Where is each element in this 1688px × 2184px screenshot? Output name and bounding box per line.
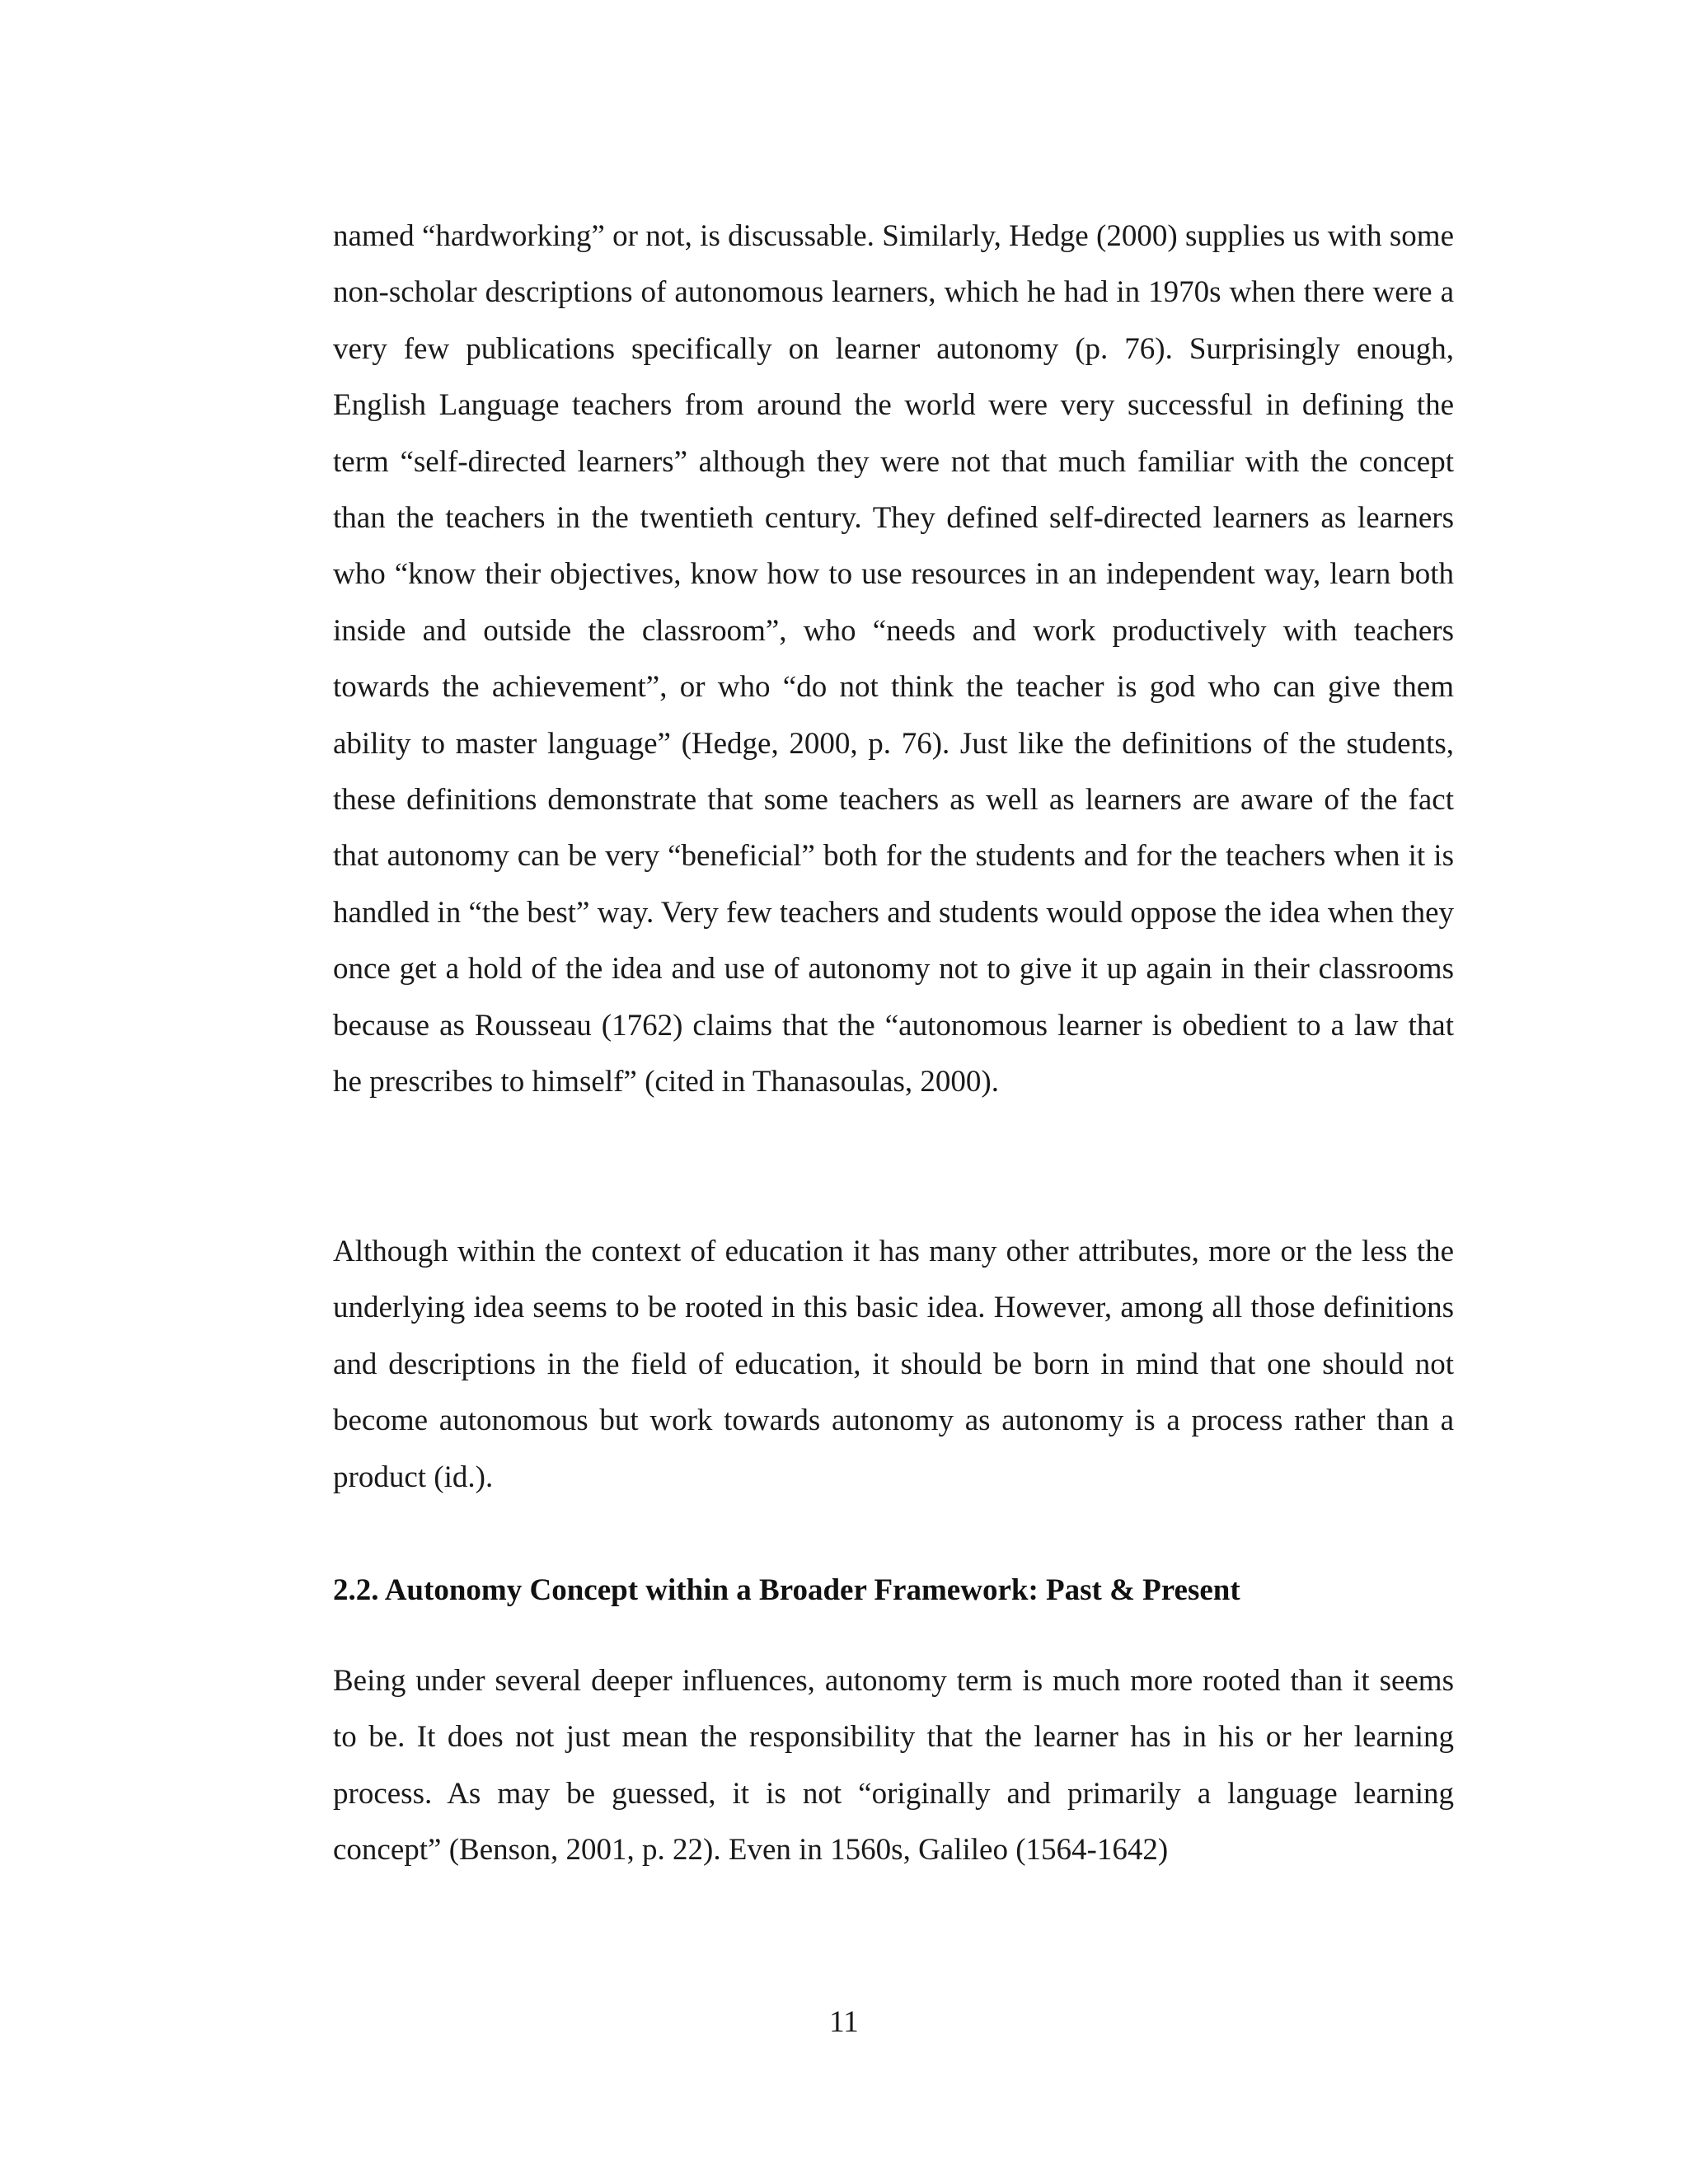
page-number: 11	[829, 2005, 859, 2039]
body-paragraph: named “hardworking” or not, is discussable. Similarly, Hedge (2000) supplies us with some non-scholar descriptions of autonomous learners, which he had in 1970s when there were a very few publications specifically on learner autonomy (p. 76). Surprisingly enough, English Language teachers from around the world were very successful in defining the term “self-directed learners” although they were not that much familiar with the concept than the teachers in the twentieth century. They defined self-directed learners as learners who “know their objectives, know how to use resources in an independent way, learn both inside and outside the classroom”, who “needs and work productively with teachers towards the achievement”, or who “do not think the teacher is god who can give them ability to master language” (Hedge, 2000, p. 76). Just like the definitions of the students, these definitions demonstrate that some teachers as well as learners are aware of the fact that autonomy can be very “beneficial” both for the students and for the teachers when it is handled in “the best” way. Very few teachers and students would oppose the idea when they once get a hold of the idea and use of autonomy not to give it up again in their classrooms because as Rousseau (1762) claims that the “autonomous learner is obedient to a law that he prescribes to himself” (cited in Thanasoulas, 2000).	[333, 219, 1454, 1099]
body-paragraph: Although within the context of education it has many other attributes, more or the less the underlying idea seems to be rooted in this basic idea. However, among all those definitions and descriptions in the field of education, it should be born in mind that one should not become autonomous but work towards autonomy as autonomy is a process rather than a product (id.).	[333, 1235, 1454, 1494]
body-paragraph: Being under several deeper influences, autonomy term is much more rooted than it seems to be. It does not just mean the responsibility that the learner has in his or her learning process. As may be guessed, it is not “originally and primarily a language learning concept” (Benson, 2001, p. 22). Even in 1560s, Galileo (1564-1642)	[333, 1664, 1454, 1868]
section-heading: 2.2. Autonomy Concept within a Broader Framework: Past & Present	[333, 1573, 1240, 1607]
